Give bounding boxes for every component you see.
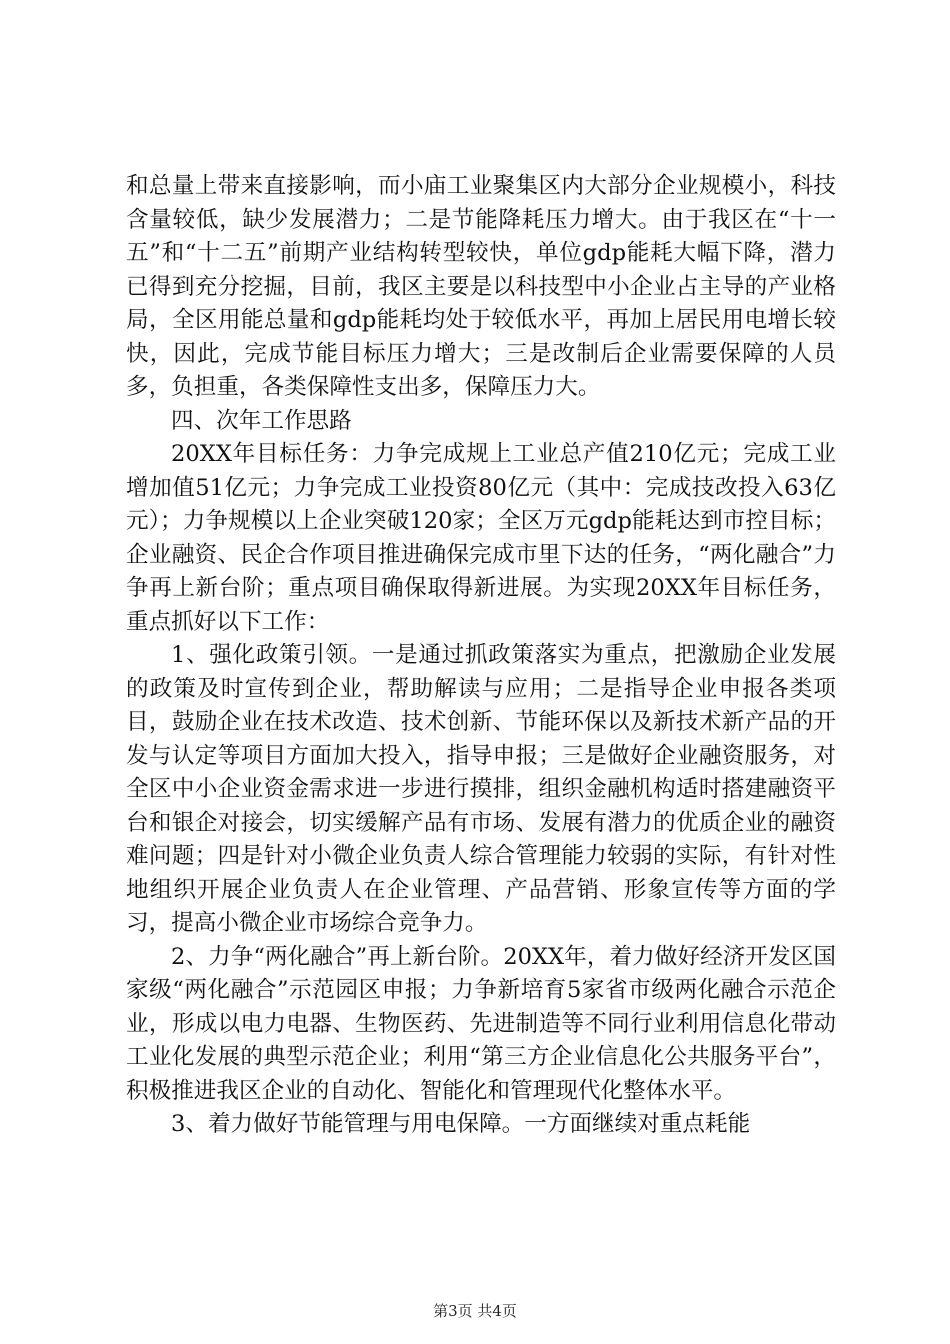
paragraph-energy-management: 3、着力做好节能管理与用电保障。一方面继续对重点耗能 [171, 1111, 751, 1137]
paragraph-challenges-continued: 和总量上带来直接影响，而小庙工业聚集区内大部分企业规模小，科技含量较低，缺少发展潜力；二是节能降耗压力增大。由于我区在“十一五”和“十二五”前期产业结构转型较快，单位gdp能耗大幅下降，潜力已得到充分挖掘，目前，我区主要是以科技型中小企业占主导的产业格局，全区用能总量和gdp能耗均处于较低水平，再加上居民用电增长较快，因此，完成节能目标压力增大；三是改制后企业需要保障的人员多，负担重，各类保障性支出多，保障压力大。 [126, 173, 836, 400]
section-heading-next-year-plan: 四、次年工作思路 [171, 407, 352, 434]
document-body [126, 170, 836, 1142]
paragraph-annual-targets: 20XX年目标任务：力争完成规上工业总产值210亿元；完成工业增加值51亿元；力争完成工业投资80亿元（其中：完成技改投入63亿元）；力争规模以上企业突破120家；全区万元gdp能耗达到市控目标；企业融资、民企合作项目推进确保完成市里下达的任务，“两化融合”力争再上新台阶；重点项目确保取得新进展。为实现20XX年目标任务，重点抓好以下工作： [126, 441, 836, 635]
paragraph-two-integration: 2、力争“两化融合”再上新台阶。20XX年，着力做好经济开发区国家级“两化融合”示范园区申报；力争新培育5家省市级两化融合示范企业，形成以电力电器、生物医药、先进制造等不同行业利用信息化带动工业化发展的典型示范企业；利用“第三方企业信息化公共服务平台”，积极推进我区企业的自动化、智能化和管理现代化整体水平。 [126, 943, 836, 1104]
page-number-footer: 第3页 共4页 [433, 1302, 517, 1320]
paragraph-policy-guidance: 1、强化政策引领。一是通过抓政策落实为重点，把激励企业发展的政策及时宣传到企业，帮助解读与应用；二是指导企业申报各类项目，鼓励企业在技术改造、技术创新、节能环保以及新技术新产品的开发与认定等项目方面加大投入，指导申报；三是做好企业融资服务，对全区中小企业资金需求进一步进行摸排，组织金融机构适时搭建融资平台和银企对接会，切实缓解产品有市场、发展有潜力的优质企业的融资难问题；四是针对小微企业负责人综合管理能力较弱的实际，有针对性地组织开展企业负责人在企业管理、产品营销、形象宣传等方面的学习，提高小微企业市场综合竞争力。 [126, 642, 836, 936]
